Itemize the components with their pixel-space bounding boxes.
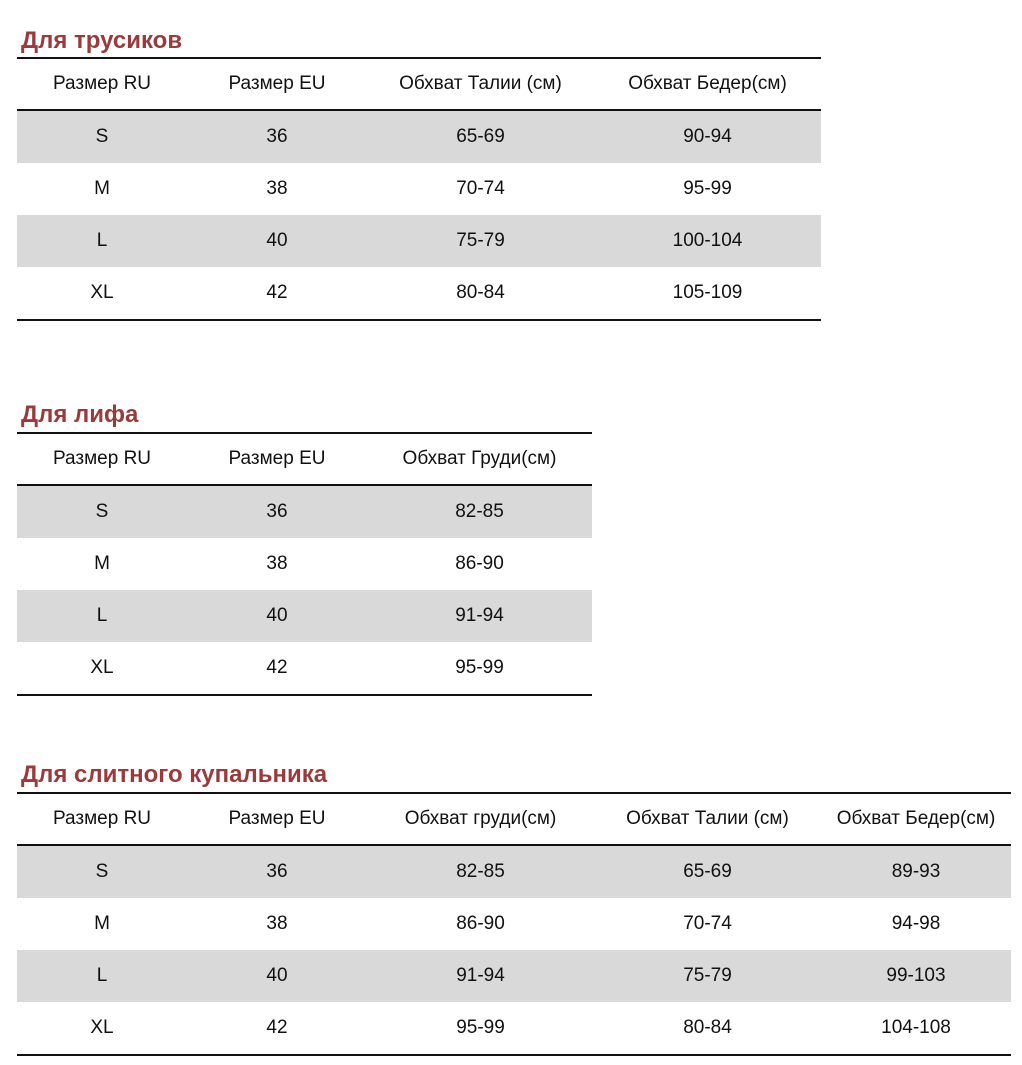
hips-cell: 105-109 [594,267,821,320]
table-row [17,163,821,215]
size-ru-cell: M [94,913,110,934]
size-eu-cell: 38 [266,913,288,934]
chest-cell: 86-90 [456,913,505,934]
table-row [17,845,1011,898]
table-row [17,485,592,538]
chest-cell: 86-90 [455,553,504,574]
bra-size-table [17,432,592,696]
hips-cell: 100-104 [594,215,821,267]
swimsuit-title: Для слитного купальника [21,761,328,788]
header-cell: Обхват Груди(см) [367,433,592,485]
panties-size-table [17,57,821,321]
size-eu-cell: 38 [266,178,288,199]
size-ru-cell: S [17,485,187,538]
size-ru-cell: M [94,178,110,199]
header-cell: Размер RU [17,58,187,110]
waist-cell: 70-74 [683,913,732,934]
table-row [17,898,1011,950]
size-ru-cell: XL [17,642,187,695]
table-row [17,110,821,163]
size-ru-cell: S [17,845,187,898]
header-cell: Размер EU [187,433,367,485]
header-cell: Размер RU [17,433,187,485]
hips-cell: 89-93 [821,845,1011,898]
table-header-row [17,433,592,485]
waist-cell: 80-84 [367,267,594,320]
waist-cell: 75-79 [367,215,594,267]
size-eu-cell: 40 [187,590,367,642]
table-row [17,215,821,267]
chest-cell: 82-85 [367,485,592,538]
chest-cell: 91-94 [367,590,592,642]
size-ru-cell: XL [17,1002,187,1055]
table-row [17,950,1011,1002]
waist-cell: 75-79 [594,950,821,1002]
header-cell: Обхват Талии (см) [594,793,821,845]
header-cell: Обхват груди(см) [367,793,594,845]
size-eu-cell: 40 [187,215,367,267]
size-eu-cell: 36 [187,485,367,538]
header-cell: Размер RU [17,793,187,845]
size-eu-cell: 42 [187,642,367,695]
hips-cell: 94-98 [891,913,941,934]
bra-title: Для лифа [21,401,139,428]
waist-cell: 65-69 [367,110,594,163]
header-cell: Размер EU [187,58,367,110]
table-row [17,538,592,590]
size-ru-cell: L [17,950,187,1002]
table-row [17,1002,1011,1055]
hips-cell: 99-103 [821,950,1011,1002]
table-header-row [17,58,821,110]
size-ru-cell: L [17,590,187,642]
chest-cell: 91-94 [367,950,594,1002]
header-cell: Размер EU [187,793,367,845]
size-eu-cell: 36 [187,110,367,163]
hips-cell: 104-108 [821,1002,1011,1055]
waist-cell: 70-74 [456,178,505,199]
table-row [17,642,592,695]
waist-cell: 65-69 [594,845,821,898]
size-eu-cell: 40 [187,950,367,1002]
header-cell: Обхват Талии (см) [367,58,594,110]
size-ru-cell: M [94,553,110,574]
header-cell: Обхват Бедер(см) [594,58,821,110]
waist-cell: 80-84 [594,1002,821,1055]
size-ru-cell: XL [17,267,187,320]
header-cell: Обхват Бедер(см) [821,793,1011,845]
size-eu-cell: 42 [187,267,367,320]
chest-cell: 82-85 [367,845,594,898]
chest-cell: 95-99 [367,642,592,695]
size-eu-cell: 36 [187,845,367,898]
size-ru-cell: L [17,215,187,267]
size-eu-cell: 42 [187,1002,367,1055]
table-row [17,590,592,642]
table-header-row [17,793,1011,845]
swimsuit-size-table [17,792,1011,1056]
table-row [17,267,821,320]
size-eu-cell: 38 [266,553,288,574]
chest-cell: 95-99 [367,1002,594,1055]
panties-title: Для трусиков [21,27,183,54]
hips-cell: 95-99 [683,178,732,199]
size-ru-cell: S [17,110,187,163]
hips-cell: 90-94 [594,110,821,163]
